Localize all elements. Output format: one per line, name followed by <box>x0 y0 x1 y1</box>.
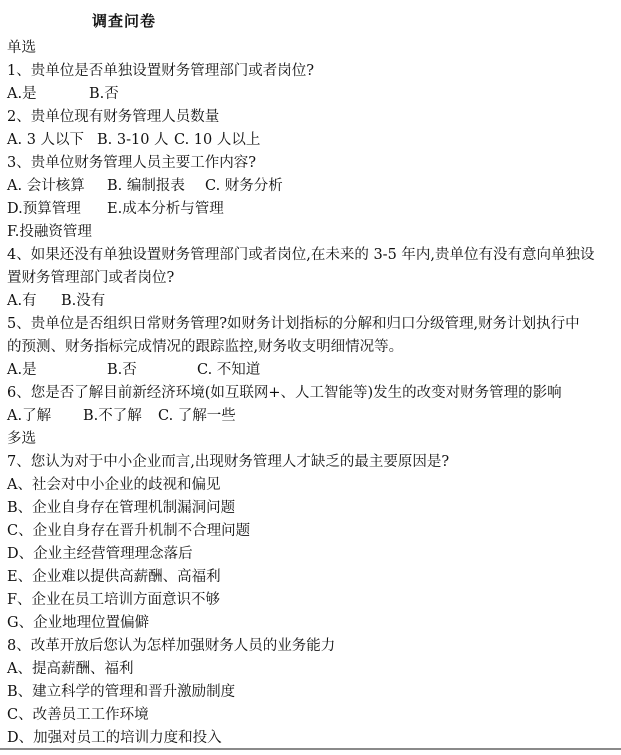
option[interactable]: A.了解 <box>7 408 52 424</box>
question-4-options <box>7 289 105 310</box>
question-3-options-row-2 <box>7 197 224 218</box>
option[interactable]: C、企业自身存在晋升机制不合理问题 <box>7 523 251 539</box>
option[interactable]: E.成本分析与管理 <box>107 201 224 217</box>
option[interactable]: C. 财务分析 <box>205 178 283 194</box>
option[interactable]: A. 3 人以下 <box>7 132 85 148</box>
question-1: 1、贵单位是否单独设置财务管理部门或者岗位? <box>7 63 314 79</box>
option[interactable]: B.否 <box>107 362 137 378</box>
question-5-options <box>7 358 260 379</box>
section-multiple-choice: 多选 <box>7 431 36 447</box>
question-3-options-row-1 <box>7 174 283 195</box>
option[interactable]: A、提高薪酬、福利 <box>7 661 134 677</box>
option[interactable]: B.没有 <box>61 293 106 309</box>
option[interactable]: B. 编制报表 <box>107 178 185 194</box>
question-6-options <box>7 404 236 425</box>
option[interactable]: A.是 <box>7 362 37 378</box>
question-2-options <box>7 128 260 149</box>
option[interactable]: A. 会计核算 <box>7 178 85 194</box>
option[interactable]: B.不了解 <box>83 408 142 424</box>
option[interactable]: D、加强对员工的培训力度和投入 <box>7 730 222 746</box>
question-4-line-2: 置财务管理部门或者岗位? <box>7 270 175 286</box>
option[interactable]: C. 了解一些 <box>158 408 236 424</box>
option[interactable]: B、建立科学的管理和晋升激励制度 <box>7 684 236 700</box>
option[interactable]: F.投融资管理 <box>7 224 92 240</box>
option[interactable]: C、改善员工工作环境 <box>7 707 149 723</box>
page-title: 调查问卷 <box>92 12 157 30</box>
option[interactable]: E、企业难以提供高薪酬、高福利 <box>7 569 221 585</box>
option[interactable]: B.否 <box>89 86 119 102</box>
option[interactable]: G、企业地理位置偏僻 <box>7 615 150 631</box>
question-6: 6、您是否了解目前新经济环境(如互联网+、人工智能等)发生的改变对财务管理的影响 <box>7 385 562 401</box>
option[interactable]: D.预算管理 <box>7 201 81 217</box>
option[interactable]: C. 不知道 <box>197 362 261 378</box>
question-7: 7、您认为对于中小企业而言,出现财务管理人才缺乏的最主要原因是? <box>7 454 450 470</box>
option[interactable]: A、社会对中小企业的歧视和偏见 <box>7 477 221 493</box>
question-3-options-row-3 <box>7 220 92 241</box>
bottom-divider <box>0 748 621 750</box>
option[interactable]: C. 10 人以上 <box>174 132 261 148</box>
option[interactable]: B. 3-10 人 <box>97 132 169 148</box>
section-single-choice: 单选 <box>7 40 36 56</box>
question-5-line-1: 5、贵单位是否组织日常财务管理?如财务计划指标的分解和归口分级管理,财务计划执行中 <box>7 316 580 332</box>
question-2: 2、贵单位现有财务管理人员数量 <box>7 109 220 125</box>
question-3: 3、贵单位财务管理人员主要工作内容? <box>7 155 256 171</box>
question-8: 8、改革开放后您认为怎样加强财务人员的业务能力 <box>7 638 336 654</box>
option[interactable]: F、企业在员工培训方面意识不够 <box>7 592 221 608</box>
question-5-line-2: 的预测、财务指标完成情况的跟踪监控,财务收支明细情况等。 <box>7 339 404 355</box>
option[interactable]: B、企业自身存在管理机制漏洞问题 <box>7 500 236 516</box>
option[interactable]: D、企业主经营管理理念落后 <box>7 546 193 562</box>
question-1-options <box>7 82 119 103</box>
question-4-line-1: 4、如果还没有单独设置财务管理部门或者岗位,在未来的 3-5 年内,贵单位有没有意向单独设 <box>7 247 595 263</box>
option[interactable]: A.是 <box>7 86 37 102</box>
option[interactable]: A.有 <box>7 293 37 309</box>
